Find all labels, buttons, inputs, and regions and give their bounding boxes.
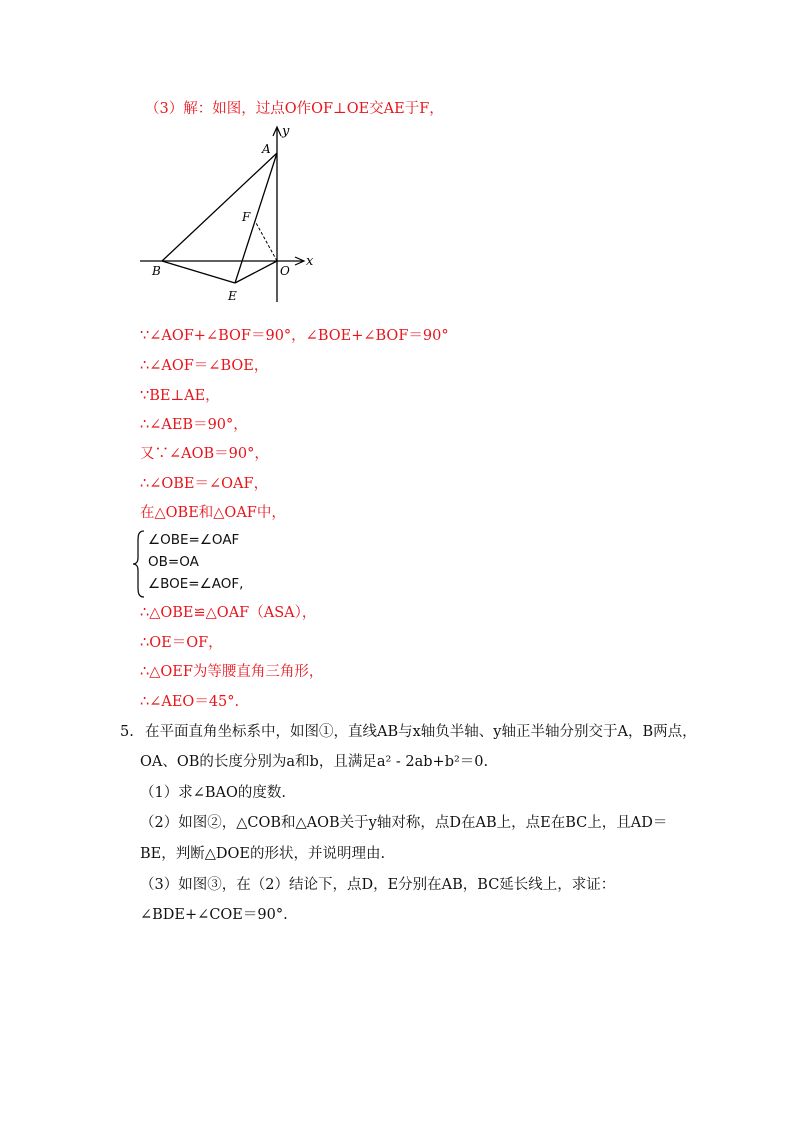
step-3: ∵BE⊥AE， bbox=[140, 388, 220, 404]
geometry-figure bbox=[135, 120, 325, 305]
step-6: ∴∠OBE＝∠OAF， bbox=[140, 476, 269, 492]
label-O: O bbox=[280, 264, 290, 278]
step-4: ∴∠AEB＝90°， bbox=[140, 417, 248, 433]
solution-intro: （3）解：如图，过点O作OF⊥OE交AE于F， bbox=[145, 101, 444, 117]
label-y: y bbox=[282, 124, 290, 139]
system-brace bbox=[131, 530, 147, 598]
step-7: 在△OBE和△OAF中， bbox=[140, 505, 286, 521]
system-line-2: OB=OA bbox=[148, 554, 199, 570]
step-2: ∴∠AOF＝∠BOE， bbox=[140, 358, 269, 374]
problem-part-2a: （2）如图②，△COB和△AOB关于y轴对称，点D在AB上，点E在BC上，且AD＝ bbox=[140, 815, 668, 831]
problem-part-1: （1）求∠BAO的度数. bbox=[140, 785, 286, 801]
segment-OF bbox=[255, 221, 277, 261]
conclusion-4: ∴∠AEO＝45°. bbox=[140, 694, 240, 710]
step-5: 又∵∠AOB＝90°， bbox=[140, 446, 269, 462]
problem-part-3b: ∠BDE+∠COE＝90°. bbox=[140, 907, 288, 923]
label-B: B bbox=[152, 264, 161, 278]
problem-number: 5. bbox=[120, 724, 134, 740]
step-1: ∵∠AOF+∠BOF＝90°，∠BOE+∠BOF＝90° bbox=[140, 328, 449, 344]
problem-part-2b: BE，判断△DOE的形状，并说明理由. bbox=[140, 846, 386, 862]
label-E: E bbox=[228, 289, 237, 303]
system-line-3: ∠BOE=∠AOF, bbox=[148, 576, 244, 592]
problem-line-2: OA、OB的长度分别为a和b，且满足a² - 2ab+b²＝0. bbox=[140, 754, 489, 770]
system-line-1: ∠OBE=∠OAF bbox=[148, 532, 240, 548]
label-F: F bbox=[242, 210, 251, 224]
problem-part-3a: （3）如图③，在（2）结论下，点D，E分别在AB，BC延长线上，求证： bbox=[140, 877, 616, 893]
label-A: A bbox=[262, 142, 271, 156]
segment-BE bbox=[162, 261, 235, 283]
conclusion-1: ∴△OBE≌△OAF（ASA）， bbox=[140, 605, 317, 621]
conclusion-2: ∴OE＝OF， bbox=[140, 635, 223, 651]
conclusion-3: ∴△OEF为等腰直角三角形， bbox=[140, 664, 324, 680]
problem-line-1: 在平面直角坐标系中，如图①，直线AB与x轴负半轴、y轴正半轴分别交于A，B两点， bbox=[145, 724, 697, 740]
label-x: x bbox=[306, 254, 314, 269]
